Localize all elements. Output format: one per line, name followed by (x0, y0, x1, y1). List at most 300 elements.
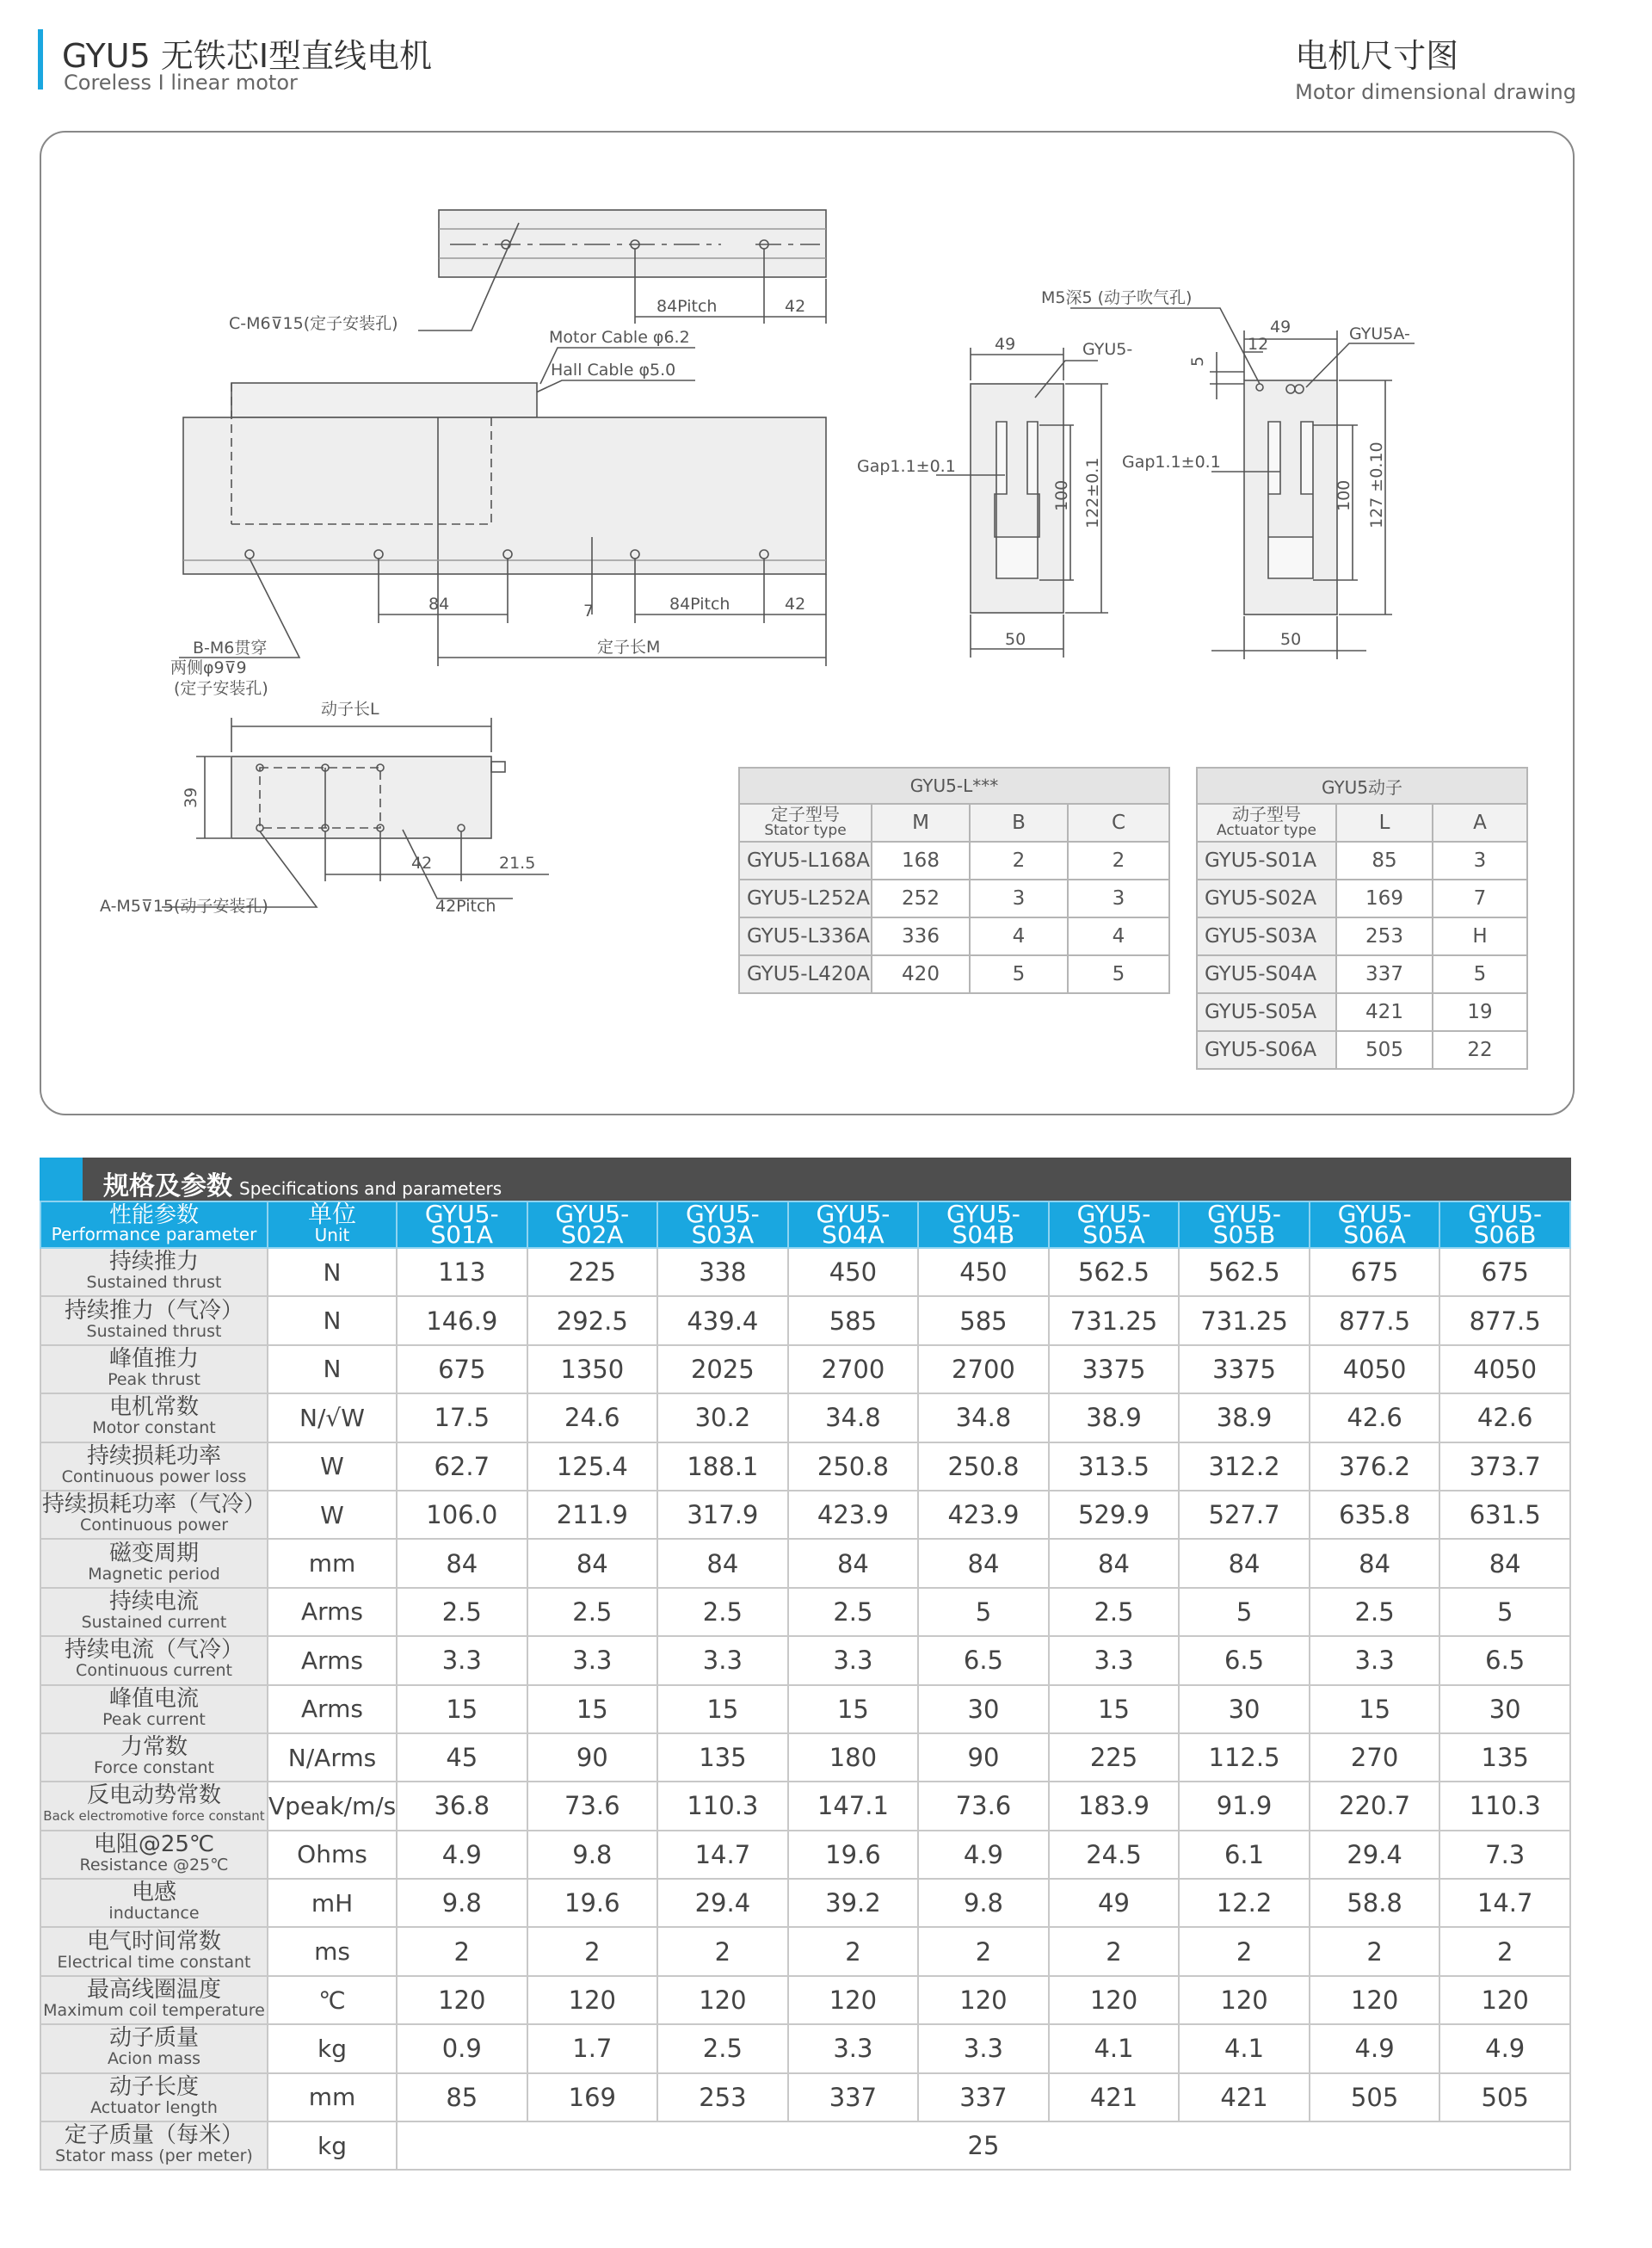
value-cell: 135 (657, 1733, 788, 1782)
value-cell: 62.7 (397, 1442, 527, 1491)
value-cell: 120 (788, 1976, 919, 2024)
value-cell: 120 (1439, 1976, 1570, 2024)
col-a-header: A (1433, 804, 1527, 842)
value-cell: 376.2 (1310, 1442, 1440, 1491)
value-cell: 30.2 (657, 1393, 788, 1442)
value-cell: 312.2 (1179, 1442, 1310, 1491)
value-cell: 337 (788, 2073, 919, 2121)
value-cell: 3.3 (788, 1636, 919, 1684)
col-m-header: M (872, 804, 970, 842)
table-row: GYU5-S02A 169 7 (1197, 880, 1527, 917)
value-cell: 84 (1049, 1539, 1180, 1587)
value-cell: 3375 (1049, 1345, 1180, 1393)
value-cell: 3.3 (788, 2024, 919, 2072)
value-cell: 439.4 (657, 1296, 788, 1344)
value-cell: 84 (1179, 1539, 1310, 1587)
hall-cable-label: Hall Cable φ5.0 (551, 361, 676, 380)
value-cell: 120 (1179, 1976, 1310, 2024)
value-cell: 313.5 (1049, 1442, 1180, 1491)
b-hole-label-3: (定子安装孔) (174, 679, 268, 698)
value-cell: 505 (1310, 2073, 1440, 2121)
value-cell: 84 (1439, 1539, 1570, 1587)
value-cell: 2.5 (1049, 1588, 1180, 1636)
value-cell: 220.7 (1310, 1782, 1440, 1830)
value-cell: 120 (918, 1976, 1049, 2024)
value-cell: 2 (657, 1927, 788, 1975)
value-cell: 84 (527, 1539, 658, 1587)
motor-cable-label: Motor Cable φ6.2 (549, 328, 690, 347)
value-cell: 9.8 (397, 1879, 527, 1927)
value-cell: 2 (1310, 1927, 1440, 1975)
value-cell: 188.1 (657, 1442, 788, 1491)
unit-cell: kg (268, 2024, 397, 2072)
value-cell: 675 (1310, 1248, 1440, 1296)
dim-42-mover: 42 (411, 854, 433, 873)
stator-table-caption: GYU5-L*** (739, 768, 1169, 804)
value-cell: 2 (1049, 1927, 1180, 1975)
value-cell: 90 (918, 1733, 1049, 1782)
value-cell: 373.7 (1439, 1442, 1570, 1491)
table-row (40, 1782, 1570, 1830)
value-cell: 6.5 (1439, 1636, 1570, 1684)
value-cell: 25 (397, 2121, 1570, 2170)
value-cell: 423.9 (788, 1491, 919, 1539)
value-cell: 5 (918, 1588, 1049, 1636)
value-cell: 3375 (1179, 1345, 1310, 1393)
param-cell: 反电动势常数 Back electromotive force constant (40, 1782, 268, 1830)
value-cell: 3.3 (1310, 1636, 1440, 1684)
value-cell: 15 (788, 1685, 919, 1733)
param-cell: 最高线圈温度 Maximum coil temperature (40, 1976, 268, 2024)
c-hole-label: C-M6⊽15(定子安装孔) (229, 314, 398, 333)
value-cell: 39.2 (788, 1879, 919, 1927)
model-header: GYU5- S04B (918, 1201, 1049, 1248)
value-cell: 2.5 (397, 1588, 527, 1636)
param-cell: 电气时间常数 Electrical time constant (40, 1927, 268, 1975)
param-cell: 峰值推力 Peak thrust (40, 1345, 268, 1393)
param-cell: 电感 inductance (40, 1879, 268, 1927)
model-header: GYU5- S03A (657, 1201, 788, 1248)
unit-cell: Arms (268, 1685, 397, 1733)
section-header (1295, 29, 1576, 104)
value-cell: 2.5 (657, 2024, 788, 2072)
value-cell: 292.5 (527, 1296, 658, 1344)
value-cell: 9.8 (527, 1831, 658, 1879)
dim-42-top: 42 (785, 297, 806, 316)
gap-label-left: Gap1.1±0.1 (857, 457, 956, 476)
value-cell: 5 (1439, 1588, 1570, 1636)
value-cell: 2.5 (527, 1588, 658, 1636)
unit-cell: N (268, 1248, 397, 1296)
value-cell: 24.6 (527, 1393, 658, 1442)
model-header: GYU5- S04A (788, 1201, 919, 1248)
unit-cell: mm (268, 1539, 397, 1587)
value-cell: 120 (527, 1976, 658, 2024)
value-cell: 731.25 (1179, 1296, 1310, 1344)
value-cell: 36.8 (397, 1782, 527, 1830)
value-cell: 585 (918, 1296, 1049, 1344)
dim-127: 127 ±0.10 (1367, 442, 1386, 528)
value-cell: 225 (1049, 1733, 1180, 1782)
value-cell: 183.9 (1049, 1782, 1180, 1830)
value-cell: 84 (1310, 1539, 1440, 1587)
m5-label: M5深5 (动子吹气孔) (1041, 288, 1193, 307)
value-cell: 211.9 (527, 1491, 658, 1539)
table-row (40, 1588, 1570, 1636)
value-cell: 125.4 (527, 1442, 658, 1491)
value-cell: 250.8 (788, 1442, 919, 1491)
model-header: GYU5- S01A (397, 1201, 527, 1248)
table-row (40, 1345, 1570, 1393)
value-cell: 6.1 (1179, 1831, 1310, 1879)
value-cell: 4050 (1310, 1345, 1440, 1393)
value-cell: 106.0 (397, 1491, 527, 1539)
value-cell: 2700 (918, 1345, 1049, 1393)
value-cell: 30 (1439, 1685, 1570, 1733)
value-cell: 4.9 (1439, 2024, 1570, 2072)
value-cell: 73.6 (918, 1782, 1049, 1830)
a-hole-label: A-M5⊽15(动子安装孔) (100, 897, 268, 916)
value-cell: 15 (527, 1685, 658, 1733)
col-l-header: L (1336, 804, 1433, 842)
table-row (40, 1733, 1570, 1782)
value-cell: 42.6 (1439, 1393, 1570, 1442)
unit-cell: N/√W (268, 1393, 397, 1442)
value-cell: 6.5 (918, 1636, 1049, 1684)
end-view-gyu5a (1070, 308, 1415, 659)
model-header: GYU5- S06B (1439, 1201, 1570, 1248)
accent-square (40, 1158, 83, 1201)
dim-7: 7 (583, 602, 595, 621)
dim-21-5: 21.5 (499, 854, 536, 873)
table-row: GYU5-S05A 421 19 (1197, 993, 1527, 1031)
value-cell: 4.9 (918, 1831, 1049, 1879)
value-cell: 42.6 (1310, 1393, 1440, 1442)
value-cell: 84 (918, 1539, 1049, 1587)
value-cell: 110.3 (1439, 1782, 1570, 1830)
section-subtitle: Motor dimensional drawing (1295, 80, 1576, 104)
value-cell: 45 (397, 1733, 527, 1782)
unit-cell: ℃ (268, 1976, 397, 2024)
param-cell: 持续损耗功率 Continuous power loss (40, 1442, 268, 1491)
value-cell: 2 (788, 1927, 919, 1975)
value-cell: 423.9 (918, 1491, 1049, 1539)
dim-50-right: 50 (1280, 630, 1302, 649)
value-cell: 1.7 (527, 2024, 658, 2072)
param-cell: 持续推力（气冷） Sustained thrust (40, 1296, 268, 1344)
value-cell: 30 (1179, 1685, 1310, 1733)
value-cell: 15 (397, 1685, 527, 1733)
value-cell: 3.3 (918, 2024, 1049, 2072)
value-cell: 3.3 (397, 1636, 527, 1684)
value-cell: 9.8 (918, 1879, 1049, 1927)
unit-cell: N (268, 1296, 397, 1344)
value-cell: 38.9 (1049, 1393, 1180, 1442)
value-cell: 270 (1310, 1733, 1440, 1782)
value-cell: 6.5 (1179, 1636, 1310, 1684)
table-row (40, 1442, 1570, 1491)
pitch-42-label: 42Pitch (435, 897, 496, 916)
col-c-header: C (1068, 804, 1169, 842)
table-row (40, 1927, 1570, 1975)
value-cell: 2700 (788, 1345, 919, 1393)
dim-42-bottom: 42 (785, 595, 806, 614)
value-cell: 2025 (657, 1345, 788, 1393)
param-cell: 力常数 Force constant (40, 1733, 268, 1782)
dim-100-right: 100 (1335, 479, 1353, 511)
table-row (40, 1831, 1570, 1879)
value-cell: 17.5 (397, 1393, 527, 1442)
value-cell: 877.5 (1310, 1296, 1440, 1344)
value-cell: 29.4 (657, 1879, 788, 1927)
mover-length-label: 动子长L (321, 700, 379, 719)
unit-cell: Arms (268, 1636, 397, 1684)
table-row (40, 2121, 1570, 2170)
b-hole-label-2: 两侧φ9⊽9 (170, 658, 247, 677)
value-cell: 135 (1439, 1733, 1570, 1782)
spec-table (40, 1201, 1571, 2171)
value-cell: 2.5 (788, 1588, 919, 1636)
value-cell: 147.1 (788, 1782, 919, 1830)
value-cell: 58.8 (1310, 1879, 1440, 1927)
unit-cell: Ohms (268, 1831, 397, 1879)
dim-122: 122±0.1 (1083, 457, 1102, 528)
param-cell: 电机常数 Motor constant (40, 1393, 268, 1442)
actuator-table (1196, 767, 1528, 1070)
value-cell: 19.6 (788, 1831, 919, 1879)
value-cell: 450 (788, 1248, 919, 1296)
value-cell: 4.9 (1310, 2024, 1440, 2072)
value-cell: 3.3 (1049, 1636, 1180, 1684)
table-row: GYU5-S01A 85 3 (1197, 842, 1527, 880)
value-cell: 675 (397, 1345, 527, 1393)
gap-label-right: Gap1.1±0.1 (1122, 453, 1221, 472)
value-cell: 15 (1310, 1685, 1440, 1733)
page-title: GYU5 无铁芯I型直线电机 (62, 37, 433, 75)
value-cell: 675 (1439, 1248, 1570, 1296)
table-row: GYU5-S04A 337 5 (1197, 955, 1527, 993)
value-cell: 250.8 (918, 1442, 1049, 1491)
unit-cell: N (268, 1345, 397, 1393)
col-b-header: B (970, 804, 1068, 842)
value-cell: 1350 (527, 1345, 658, 1393)
value-cell: 631.5 (1439, 1491, 1570, 1539)
value-cell: 7.3 (1439, 1831, 1570, 1879)
value-cell: 38.9 (1179, 1393, 1310, 1442)
table-row: GYU5-S06A 505 22 (1197, 1031, 1527, 1069)
value-cell: 421 (1179, 2073, 1310, 2121)
value-cell: 180 (788, 1733, 919, 1782)
value-cell: 4050 (1439, 1345, 1570, 1393)
table-row: GYU5-L252A 252 3 3 (739, 880, 1169, 917)
dim-49-right: 49 (1270, 318, 1291, 337)
value-cell: 15 (1049, 1685, 1180, 1733)
dim-100-left: 100 (1052, 479, 1071, 511)
end-view-gyu5 (936, 348, 1108, 658)
value-cell: 24.5 (1049, 1831, 1180, 1879)
spec-header-row (40, 1201, 1570, 1248)
value-cell: 635.8 (1310, 1491, 1440, 1539)
table-row (40, 1879, 1570, 1927)
value-cell: 19.6 (527, 1879, 658, 1927)
motor-side-view (179, 383, 826, 666)
model-header: GYU5- S05A (1049, 1201, 1180, 1248)
param-cell: 定子质量（每米） Stator mass (per meter) (40, 2121, 268, 2170)
value-cell: 4.1 (1049, 2024, 1180, 2072)
value-cell: 731.25 (1049, 1296, 1180, 1344)
value-cell: 3.3 (657, 1636, 788, 1684)
value-cell: 527.7 (1179, 1491, 1310, 1539)
value-cell: 337 (918, 2073, 1049, 2121)
b-hole-label-1: B-M6贯穿 (193, 639, 268, 658)
table-row: GYU5-L420A 420 5 5 (739, 955, 1169, 993)
param-cell: 动子长度 Actuator length (40, 2073, 268, 2121)
value-cell: 12.2 (1179, 1879, 1310, 1927)
table-row (40, 2024, 1570, 2072)
value-cell: 562.5 (1179, 1248, 1310, 1296)
value-cell: 49 (1049, 1879, 1180, 1927)
model-header: GYU5- S06A (1310, 1201, 1440, 1248)
value-cell: 85 (397, 2073, 527, 2121)
table-row: GYU5-L336A 336 4 4 (739, 917, 1169, 955)
table-row: GYU5-L168A 168 2 2 (739, 842, 1169, 880)
value-cell: 84 (397, 1539, 527, 1587)
param-cell: 动子质量 Acion mass (40, 2024, 268, 2072)
value-cell: 14.7 (1439, 1879, 1570, 1927)
value-cell: 90 (527, 1733, 658, 1782)
table-row (40, 1539, 1570, 1587)
value-cell: 2 (918, 1927, 1049, 1975)
stator-length-label: 定子长M (597, 638, 661, 657)
gyu5-label: GYU5- (1082, 340, 1133, 359)
value-cell: 30 (918, 1685, 1049, 1733)
table-row: GYU5-S03A 253 H (1197, 917, 1527, 955)
value-cell: 253 (657, 2073, 788, 2121)
unit-cell: Arms (268, 1588, 397, 1636)
value-cell: 3.3 (527, 1636, 658, 1684)
value-cell: 529.9 (1049, 1491, 1180, 1539)
model-header: GYU5- S05B (1179, 1201, 1310, 1248)
value-cell: 2.5 (1310, 1588, 1440, 1636)
value-cell: 2 (1179, 1927, 1310, 1975)
value-cell: 317.9 (657, 1491, 788, 1539)
spec-section-title (40, 1158, 1571, 1201)
value-cell: 585 (788, 1296, 919, 1344)
value-cell: 120 (1049, 1976, 1180, 2024)
value-cell: 73.6 (527, 1782, 658, 1830)
value-cell: 91.9 (1179, 1782, 1310, 1830)
param-cell: 电阻@25℃ Resistance @25℃ (40, 1831, 268, 1879)
mover-top-view (162, 718, 549, 907)
value-cell: 225 (527, 1248, 658, 1296)
value-cell: 5 (1179, 1588, 1310, 1636)
param-cell: 持续损耗功率（气冷） Continuous power (40, 1491, 268, 1539)
spec-title-en: Specifications and parameters (239, 1178, 502, 1199)
value-cell: 421 (1049, 2073, 1180, 2121)
value-cell: 338 (657, 1248, 788, 1296)
pitch-84-bottom: 84Pitch (669, 595, 730, 614)
dim-39: 39 (182, 787, 200, 808)
unit-cell: mm (268, 2073, 397, 2121)
value-cell: 2 (527, 1927, 658, 1975)
actuator-type-header: 动子型号 Actuator type (1197, 804, 1336, 842)
spec-title-cn: 规格及参数 (103, 1171, 232, 1201)
value-cell: 113 (397, 1248, 527, 1296)
value-cell: 112.5 (1179, 1733, 1310, 1782)
table-row (40, 1685, 1570, 1733)
table-row (40, 1976, 1570, 2024)
unit-header: 单位 Unit (268, 1201, 397, 1248)
value-cell: 146.9 (397, 1296, 527, 1344)
value-cell: 120 (1310, 1976, 1440, 2024)
value-cell: 120 (657, 1976, 788, 2024)
value-cell: 4.1 (1179, 2024, 1310, 2072)
value-cell: 450 (918, 1248, 1049, 1296)
unit-cell: Vpeak/m/s (268, 1782, 397, 1830)
stator-table (738, 767, 1170, 994)
dim-49-left: 49 (995, 335, 1016, 354)
param-cell: 持续推力 Sustained thrust (40, 1248, 268, 1296)
unit-cell: N/Arms (268, 1733, 397, 1782)
value-cell: 877.5 (1439, 1296, 1570, 1344)
table-row (40, 1248, 1570, 1296)
param-cell: 持续电流（气冷） Continuous current (40, 1636, 268, 1684)
value-cell: 2 (1439, 1927, 1570, 1975)
value-cell: 0.9 (397, 2024, 527, 2072)
param-cell: 持续电流 Sustained current (40, 1588, 268, 1636)
value-cell: 562.5 (1049, 1248, 1180, 1296)
unit-cell: ms (268, 1927, 397, 1975)
dimension-drawing-panel (40, 131, 1575, 1115)
value-cell: 29.4 (1310, 1831, 1440, 1879)
value-cell: 4.9 (397, 1831, 527, 1879)
value-cell: 169 (527, 2073, 658, 2121)
page-subtitle: Coreless I linear motor (64, 71, 298, 95)
stator-top-view (418, 210, 826, 330)
param-cell: 磁变周期 Magnetic period (40, 1539, 268, 1587)
table-row (40, 1636, 1570, 1684)
model-header: GYU5- S02A (527, 1201, 658, 1248)
value-cell: 110.3 (657, 1782, 788, 1830)
value-cell: 15 (657, 1685, 788, 1733)
stator-type-header: 定子型号 Stator type (739, 804, 872, 842)
dim-84: 84 (428, 595, 450, 614)
section-title: 电机尺寸图 (1295, 37, 1459, 75)
value-cell: 84 (657, 1539, 788, 1587)
unit-cell: kg (268, 2121, 397, 2170)
value-cell: 14.7 (657, 1831, 788, 1879)
actuator-table-caption: GYU5动子 (1197, 768, 1527, 804)
value-cell: 2.5 (657, 1588, 788, 1636)
value-cell: 2 (397, 1927, 527, 1975)
pitch-84-top: 84Pitch (656, 297, 718, 316)
value-cell: 505 (1439, 2073, 1570, 2121)
param-cell: 峰值电流 Peak current (40, 1685, 268, 1733)
accent-bar (38, 29, 43, 90)
table-row (40, 1296, 1570, 1344)
dim-50-left: 50 (1005, 630, 1026, 649)
gyu5a-label: GYU5A- (1349, 324, 1410, 343)
value-cell: 120 (397, 1976, 527, 2024)
table-row (40, 1491, 1570, 1539)
dim-5: 5 (1188, 355, 1207, 367)
table-row (40, 1393, 1570, 1442)
table-row (40, 2073, 1570, 2121)
value-cell: 34.8 (918, 1393, 1049, 1442)
param-header: 性能参数 Performance parameter (40, 1201, 268, 1248)
value-cell: 34.8 (788, 1393, 919, 1442)
unit-cell: mH (268, 1879, 397, 1927)
